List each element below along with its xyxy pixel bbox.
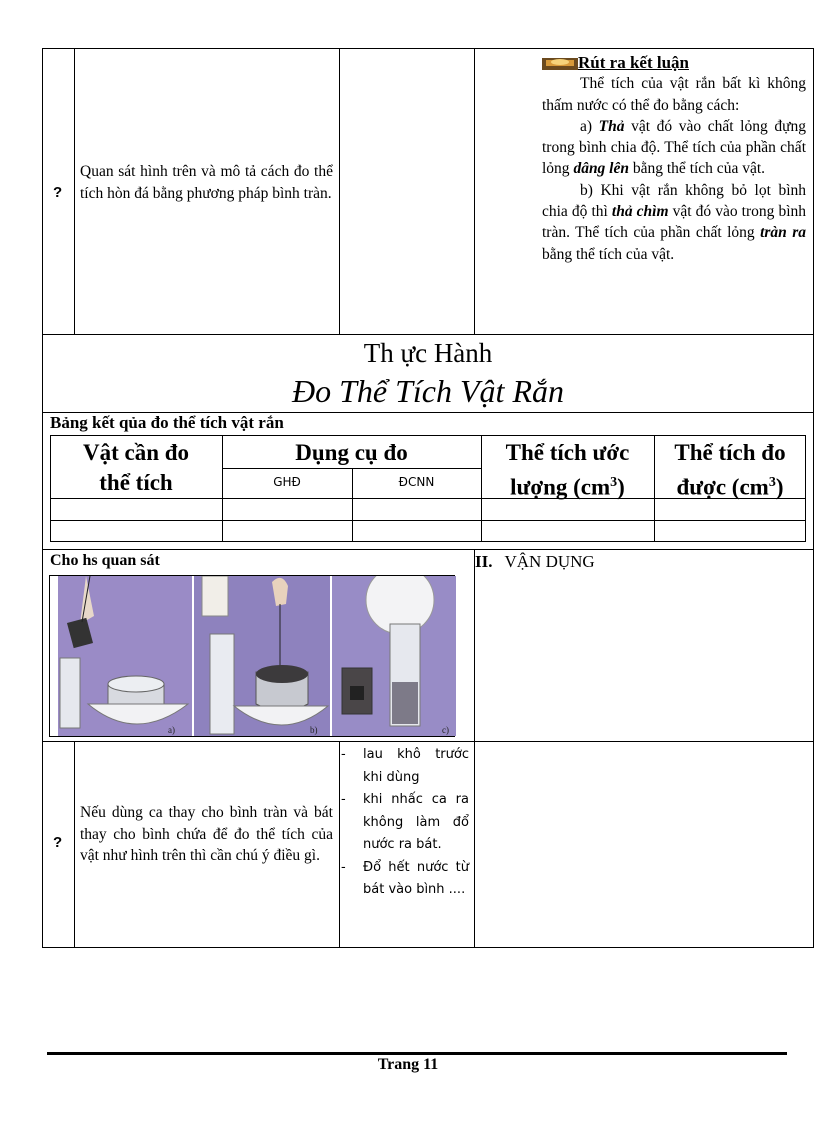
col-header-ghd: GHĐ: [273, 475, 301, 489]
conclusion-a: a) Thả vật đó vào chất lỏng đựng trong bình chia độ. Thể tích của phần chất lỏng dâng lên bằng thể tích của vật.: [542, 117, 806, 178]
page-number: Trang 11: [377, 1056, 439, 1073]
note-item: - Đổ hết nước từ bát vào bình ....: [341, 859, 469, 897]
note-item: - khi nhấc ca ra không làm đổ nước ra bát.: [341, 792, 469, 852]
col-header-estimated: Thể tích ước lượng $(cm^3)$: [505, 440, 630, 500]
question-2-text: Nếu dùng ca thay cho bình tràn và bát thay cho bình chứa để đo thể tích của vật như hình trên thì cần chú ý điều gì.: [80, 804, 333, 864]
col-header-instrument: Dụng cụ đo: [295, 440, 408, 465]
question-1-text: Quan sát hình trên và mô tả cách đo thể tích hòn đá bằng phương pháp bình tràn.: [80, 163, 333, 202]
note-item: - lau khô trước khi dùng: [341, 747, 469, 785]
table-caption: Bảng kết qủa đo thể tích vật rắn: [50, 413, 284, 432]
section-van-dung: II. VẬN DỤNG: [475, 552, 595, 571]
panel-label-b: b): [310, 725, 318, 735]
lamp-icon: [542, 56, 578, 70]
panel-label-a: a): [168, 725, 175, 735]
conclusion-intro: Thể tích của vật rắn bất kì không thấm nước có thể đo bằng cách:: [542, 75, 806, 114]
experiment-photo: [49, 575, 455, 737]
observe-label: Cho hs quan sát: [50, 552, 160, 569]
conclusion-heading: Rút ra kết luận: [578, 53, 689, 72]
practice-title: Th ực Hành: [363, 338, 493, 368]
footer-rule: [47, 1052, 787, 1055]
conclusion-b: b) Khi vật rắn không bỏ lọt bình chia độ thì thả chìm vật đó vào trong bình tràn. Thể tích của phần chất lỏng tràn ra bằng thể tích của vật.: [542, 181, 807, 263]
question-mark-2: ?: [53, 834, 63, 851]
panel-label-c: c): [442, 725, 449, 735]
notes-list: [341, 744, 469, 902]
practice-subtitle: Đo Thể Tích Vật Rắn: [292, 373, 564, 409]
question-mark-1: ?: [53, 184, 63, 201]
col-header-object: Vật cần đo thể tích: [82, 440, 190, 495]
col-header-dcnn: ĐCNN: [398, 475, 435, 489]
conclusion-box: [542, 52, 806, 265]
col-header-measured: Thể tích đo được $(cm^3)$: [674, 440, 786, 500]
